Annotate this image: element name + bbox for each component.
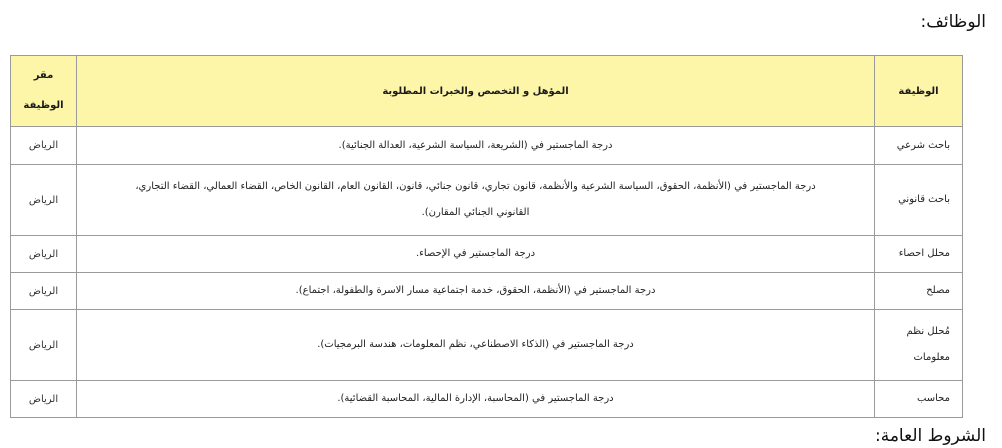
location-cell: الرياض [11,273,77,310]
job-title-cell [875,310,963,381]
job-title-line: باحث قانوني [898,194,950,205]
qualification-line: درجة الماجستير في (المحاسبة، الإدارة المالية، المحاسبة القضائية). [337,393,614,404]
qualification-line: القانوني الجنائي المقارن). [421,207,530,218]
job-title-cell [875,381,963,418]
job-title-cell [875,165,963,236]
qualification-cell [77,165,875,236]
table-row [11,127,963,165]
qualification-cell [77,127,875,165]
column-header-location-line1: مقر [33,70,54,81]
table-row [11,165,963,236]
qualification-line: درجة الماجستير في الإحصاء. [415,248,536,259]
jobs-table [10,55,963,418]
qualification-line: درجة الماجستير في (الأنظمة، الحقوق، خدمة اجتماعية مسار الاسرة والطفولة، اجتماع). [295,285,656,296]
location-cell: الرياض [11,236,77,273]
table-row [11,381,963,418]
qualification-cell [77,236,875,273]
qualification-cell [77,310,875,381]
job-title-line: محلل احصاء [898,248,950,259]
location-cell: الرياض [11,127,77,165]
job-title-line: محاسب [916,393,950,404]
general-conditions-heading: الشروط العامة: [874,426,986,446]
job-title-cell [875,127,963,165]
qualification-line: درجة الماجستير في (الأنظمة، الحقوق، السياسة الشرعية والأنظمة، قانون تجاري، قانون جنائي، قانون، القانون العام، القانون الخاص، القضاء العمالي، القضاء التجاري، [135,181,816,192]
qualification-line: درجة الماجستير في (الشريعة، السياسة الشرعية، العدالة الجنائية). [338,139,613,151]
location-cell: الرياض [11,310,77,381]
job-title-line: مُحلل نظم [906,326,950,337]
job-title-cell [875,273,963,310]
column-header-location-line2: الوظيفة [23,100,64,111]
qualification-cell [77,381,875,418]
job-title-line: باحث شرعي [896,139,950,151]
qualification-line: درجة الماجستير في (الذكاء الاصطناعي، نظم المعلومات، هندسة البرمجيات). [317,339,634,350]
column-header-qualification: المؤهل و التخصص والخبرات المطلوبة [77,56,875,127]
qualification-cell [77,273,875,310]
table-row [11,236,963,273]
column-header-location [11,56,77,127]
table-row [11,273,963,310]
location-cell: الرياض [11,381,77,418]
job-title-line: مصلح [926,285,950,296]
job-title-line: معلومات [913,352,950,363]
jobs-table-body [11,127,963,418]
column-header-title: الوظيفة [875,56,963,127]
table-row [11,310,963,381]
jobs-section-heading: الوظائف: [920,12,986,32]
table-header-row [11,56,963,127]
job-title-cell [875,236,963,273]
location-cell: الرياض [11,165,77,236]
